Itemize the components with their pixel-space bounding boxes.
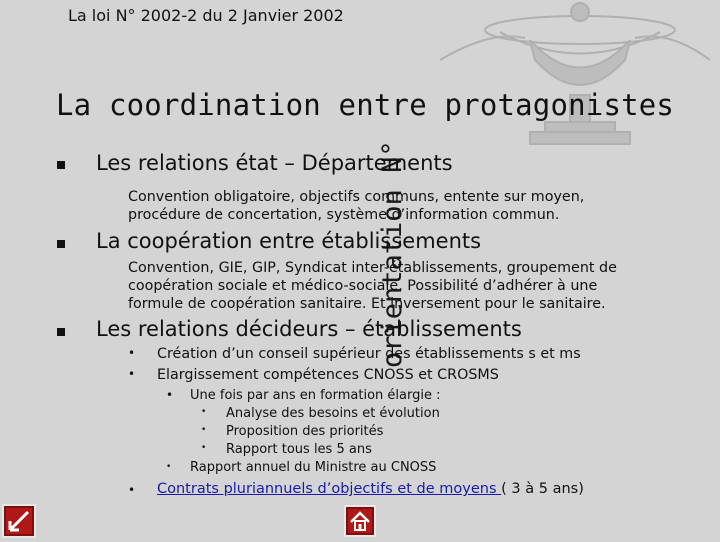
bullet-dot-icon: • bbox=[201, 425, 207, 435]
bullet-dot-icon: • bbox=[201, 443, 207, 453]
list-subitem: Une fois par ans en formation élargie : bbox=[190, 388, 441, 403]
bullet-dot-icon: • bbox=[201, 407, 207, 417]
section-heading-cooperation: La coopération entre établissements bbox=[96, 229, 482, 253]
bullet-square-icon bbox=[57, 161, 65, 169]
bullet-dot-icon: • bbox=[166, 462, 172, 472]
section-detail-line: formule de coopération sanitaire. Et inversement pour le sanitaire. bbox=[128, 296, 606, 312]
contract-list-item bbox=[157, 481, 584, 497]
contrats-duration: ( 3 à 5 ans) bbox=[501, 481, 584, 497]
list-subsubitem: Rapport tous les 5 ans bbox=[226, 442, 372, 457]
back-arrow-icon bbox=[2, 504, 36, 538]
slide-title: La coordination entre protagonistes bbox=[56, 88, 675, 122]
section-detail-line: procédure de concertation, système d’information commun. bbox=[128, 207, 560, 223]
home-button[interactable] bbox=[344, 505, 376, 537]
list-subsubitem: Proposition des priorités bbox=[226, 424, 384, 439]
home-icon bbox=[344, 505, 376, 537]
section-detail-line: coopération sociale et médico-sociale. Possibilité d’adhérer à une bbox=[128, 278, 598, 294]
bullet-square-icon bbox=[57, 328, 65, 336]
bullet-dot-icon: • bbox=[128, 367, 136, 381]
trophy-watermark-icon bbox=[430, 0, 720, 150]
contrats-link[interactable]: Contrats pluriannuels d’objectifs et de moyens bbox=[157, 481, 502, 497]
section-heading-relations-etat: Les relations état – Départements bbox=[96, 151, 453, 175]
bullet-dot-icon: • bbox=[128, 483, 136, 497]
list-item: Elargissement compétences CNOSS et CROSMS bbox=[157, 367, 499, 383]
section-heading-relations-decideurs: Les relations décideurs – établissements bbox=[96, 317, 522, 341]
list-subitem: Rapport annuel du Ministre au CNOSS bbox=[190, 460, 437, 475]
bullet-square-icon bbox=[57, 240, 65, 248]
list-item: Création d’un conseil supérieur des établissements s et ms bbox=[157, 346, 581, 362]
bullet-dot-icon: • bbox=[128, 346, 136, 360]
vertical-orientation-text: orientation N° bbox=[377, 140, 408, 368]
list-subsubitem: Analyse des besoins et évolution bbox=[226, 406, 440, 421]
section-detail-line: Convention obligatoire, objectifs communs, entente sur moyen, bbox=[128, 189, 585, 205]
header-title: La loi N° 2002-2 du 2 Janvier 2002 bbox=[68, 6, 344, 25]
section-detail-line: Convention, GIE, GIP, Syndicat inter-établissements, groupement de bbox=[128, 260, 617, 276]
bullet-dot-icon: • bbox=[166, 388, 174, 402]
back-button[interactable] bbox=[2, 504, 36, 538]
